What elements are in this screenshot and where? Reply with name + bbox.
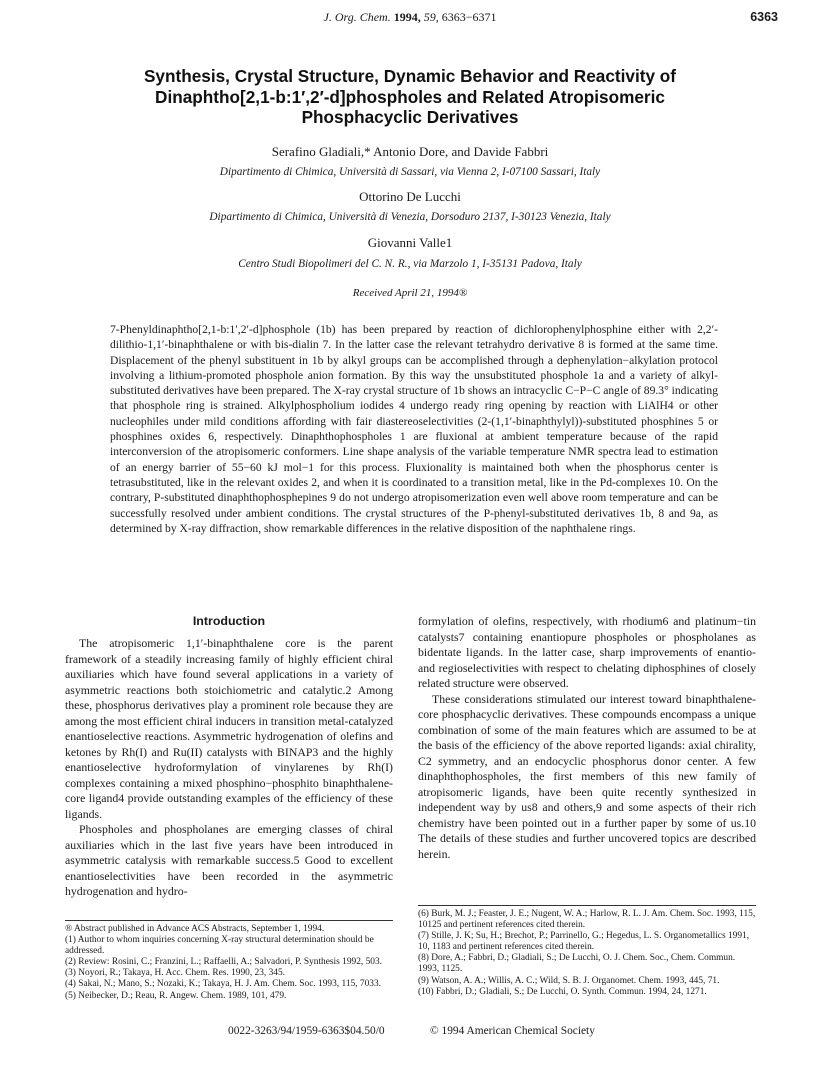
footnote: (2) Review: Rosini, C.; Franzini, L.; Raffaelli, A.; Salvadori, P. Synthesis 1992, 503. [65, 957, 382, 968]
footnotes-left [65, 924, 393, 1002]
received-date: Received April 21, 1994® [352, 287, 468, 299]
author-affiliation: Centro Studi Biopolimeri del C. N. R., via Marzolo 1, I-35131 Padova, Italy [238, 258, 582, 270]
right-column-body [418, 614, 756, 862]
paragraph: Phospholes and phospholanes are emerging classes of chiral auxiliaries which in the last five years have been introduced in asymmetric catalysis with remarkable success.5 Good to excellent enantioselectivities have been recorded in the asymmetric hydrogenation and hydro- [65, 822, 393, 898]
title-line: Dinaphtho[2,1-b:1′,2′-d]phospholes and Related Atropisomeric [155, 86, 665, 107]
footnote: (8) Dore, A.; Fabbri, D.; Gladiali, S.; De Lucchi, O. J. Chem. Soc., Chem. Commun. 1993, 1125. [418, 953, 736, 975]
author-names: Serafino Gladiali,* Antonio Dore, and Davide Fabbri [271, 144, 549, 159]
publication-code: 0022-3263/94/1959-6363$04.50/0 [228, 1025, 385, 1037]
article-title [60, 66, 760, 128]
footnote: (10) Fabbri, D.; Gladiali, S.; De Lucchi, O. Synth. Commun. 1994, 24, 1271. [418, 986, 707, 997]
page-number: 6363 [750, 10, 778, 24]
abstract-text: 7-Phenyldinaphtho[2,1-b:1′,2′-d]phosphole (1b) has been prepared by reaction of dichlorophenylphosphine either with 2,2′-dilithio-1,1′-binaphthalene or with bis-dialin 7. In the latter case the relevant tetrahydro derivative 8 is formed at the same time. Displacement of the phenyl substituent in 1b by alkyl groups can be accomplished through a dephenylation−alkylation protocol involving a lithium-promoted phosphole anion formation. By this way the unsubstituted phosphole 1a and a variety of alkyl-substituted derivatives have been prepared. The X-ray crystal structure of 1b shows an intracyclic C−P−C angle of 89.3° indicating that phosphole ring is strained. Alkylphospholium iodides 4 undergo ready ring opening by reaction with LiAlH4 or other nucleophiles under mild conditions affording with fair diastereoselectivities (2-(1,1′-binaphthylyl))-substituted phosphines 5 or phosphines oxides 6, respectively. Dinaphthophospholes 1 are fluxional at ambient temperature because of the rapid interconversion of the atropisomeric conformers. Line shape analysis of the variable temperature NMR spectra lead to estimation of an energy barrier of 55−60 kJ mol−1 for this process. Fluxionality is maintained both when the phosphorus center is tetrasubstituted, like in the relevant oxides 2, and when it is coordinated to a transition metal, like in the Pd-complexes 10. On the contrary, P-substituted dinaphthophosphepines 9 do not undergo atropisomerization even well above room temperature and can be successfully resolved under ambient conditions. The crystal structures of the P-phenyl-substituted derivatives 1b, 8 and 9a, as determined by X-ray diffraction, show remarkable differences in the relative disposition of the naphthalene rings. [110, 323, 718, 535]
author-names: Ottorino De Lucchi [359, 189, 461, 204]
footnote-rule-left [65, 920, 393, 921]
footnote: (5) Neibecker, D.; Reau, R. Angew. Chem. 1989, 101, 479. [65, 990, 287, 1001]
title-line: Synthesis, Crystal Structure, Dynamic Behavior and Reactivity of [143, 66, 677, 86]
section-heading-introduction: Introduction [192, 614, 266, 628]
left-column-body [65, 636, 393, 900]
journal-year: 1994, [393, 10, 421, 24]
copyright-notice: © 1994 American Chemical Society [430, 1025, 595, 1037]
abstract [110, 322, 718, 536]
author-affiliation: Dipartimento di Chimica, Università di Sassari, via Vienna 2, I-07100 Sassari, Italy [219, 166, 601, 178]
footnotes-right [418, 909, 756, 998]
paragraph: formylation of olefins, respectively, with rhodium6 and platinum−tin catalysts7 containing enantiopure phospholes or phospholanes as bidentate ligands. In the latter case, sharp improvements of enantio- and regioselectivities with respect to chelating diphosphines of closely related structure were observed. [418, 614, 756, 690]
paragraph: The atropisomeric 1,1′-binaphthalene core is the parent framework of a steadily increasing family of highly efficient chiral auxiliaries which have found several applications in a variety of asymmetric reactions both stoichiometric and catalytic.2 Among these, phosphorus derivatives play a prominent role because they are among the most efficient chiral inducers in transition metal-catalyzed enantioselective reactions. Asymmetric hydrogenation of olefins and ketones by Rh(I) and Ru(II) catalysts with BINAP3 and the highly enantioselective hydroformylation of vinylarenes by Rh(I) complexes containing a mixed phosphino−phosphito binaphthalene-core ligand4 provide outstanding examples of the efficiency of these ligands. [65, 636, 393, 821]
footnote: ® Abstract published in Advance ACS Abstracts, September 1, 1994. [65, 924, 325, 934]
footnote: (3) Noyori, R.; Takaya, H. Acc. Chem. Res. 1990, 23, 345. [65, 968, 285, 979]
footnote: (4) Sakai, N.; Mano, S.; Nozaki, K.; Takaya, H. J. Am. Chem. Soc. 1993, 115, 7033. [65, 979, 381, 990]
journal-name: J. Org. Chem. [323, 10, 391, 24]
footnote: (9) Watson, A. A.; Willis, A. C.; Wild, S. B. J. Organomet. Chem. 1993, 445, 71. [418, 975, 720, 986]
footnote: (6) Burk, M. J.; Feaster, J. E.; Nugent, W. A.; Harlow, R. L. J. Am. Chem. Soc. 1993, 115, 10125 and pertinent references cited therein. [418, 909, 756, 931]
running-header [0, 10, 820, 25]
journal-volume: 59, [423, 10, 439, 24]
footnote: (1) Author to whom inquiries concerning X-ray structural determination should be addressed. [65, 935, 374, 957]
footnote: (7) Stille, J. K; Su, H.; Brechot, P.; Parrinello, G.; Hegedus, L. S. Organometallics 1991, 10, 1183 and pertinent references cited therein. [418, 931, 750, 953]
author-names: Giovanni Valle1 [367, 235, 453, 250]
title-line: Phosphacyclic Derivatives [301, 107, 519, 127]
paragraph: These considerations stimulated our interest toward binaphthalene-core phosphacyclic derivatives. These compounds encompass a unique combination of some of the main features which are assumed to be at the basis of the efficiency of the above reported ligands: axial chirality, C2 symmetry, and an endocyclic phosphorus donor center. A few dinaphthophospholes, the first members of this new family of atropisomeric ligands, have been quite recently synthesized in independent way by us8 and others,9 and some aspects of their rich chemistry have been pointed out in a further paper by some of us.10 The details of these studies and further uncovered topics are described herein. [418, 691, 756, 861]
author-affiliation: Dipartimento di Chimica, Università di Venezia, Dorsoduro 2137, I-30123 Venezia, Italy [209, 211, 611, 223]
footnote-rule-right [418, 905, 756, 906]
journal-pages: 6363−6371 [441, 10, 497, 24]
